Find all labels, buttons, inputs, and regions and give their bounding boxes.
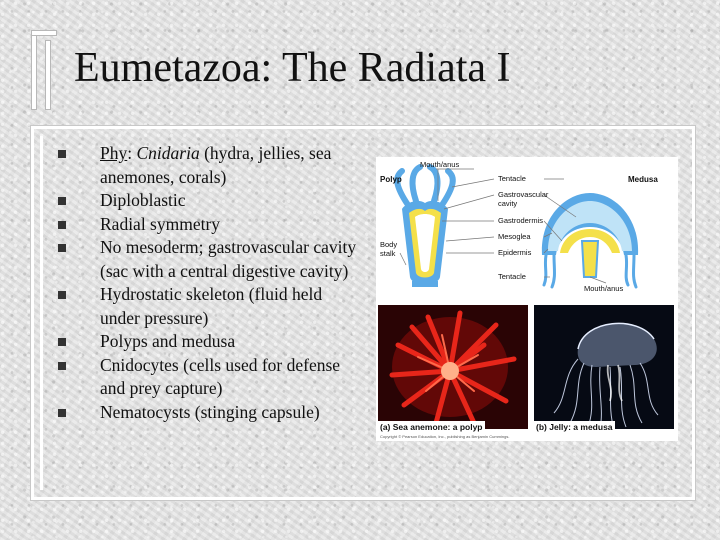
photo-background [534, 305, 674, 429]
bullet-text: (hydra, jellies, sea anemones, corals) [100, 143, 332, 187]
caption-sea-anemone: (a) Sea anemone: a polyp [380, 422, 483, 432]
bullet-text: Polyps and medusa [100, 331, 236, 351]
phylum-link[interactable]: Phy [100, 143, 128, 163]
label-mouth-anus-top: Mouth/anus [420, 160, 460, 169]
frame-decoration [45, 40, 51, 110]
frame-decoration [31, 30, 37, 110]
square-bullet-icon [58, 221, 66, 229]
square-bullet-icon [58, 291, 66, 299]
bullet-item [58, 213, 358, 237]
bullet-item [58, 330, 358, 354]
label-epidermis: Epidermis [498, 248, 532, 257]
bullet-item [58, 401, 358, 425]
label-body: Body [380, 240, 398, 249]
label-mouth-anus-bottom: Mouth/anus [584, 284, 624, 293]
bullet-item [58, 142, 358, 189]
bullet-text: Cnidocytes (cells used for defense and prey capture) [100, 354, 341, 398]
frame-decoration [31, 30, 57, 36]
label-gastrodermis: Gastrodermis [498, 216, 544, 225]
sea-anemone-image [378, 305, 528, 429]
jellyfish-photo [534, 305, 674, 429]
anemone-oral-disc [441, 362, 459, 380]
caption-jelly: (b) Jelly: a medusa [536, 422, 613, 432]
square-bullet-icon [58, 244, 66, 252]
bullet-text: Diploblastic [100, 190, 186, 210]
bullet-text: Radial symmetry [100, 213, 221, 234]
phylum-name: Cnidaria [136, 143, 200, 163]
label-tentacle-top: Tentacle [498, 174, 526, 183]
label-tentacle-bottom: Tentacle [498, 272, 526, 281]
label-cavity: cavity [498, 199, 518, 208]
bullet-item [58, 283, 358, 330]
square-bullet-icon [58, 197, 66, 205]
slide-title: Eumetazoa: The Radiata I [74, 45, 511, 91]
frame-decoration [40, 136, 53, 490]
medusa-manubrium [582, 241, 598, 277]
bullet-text: Nematocysts (stinging capsule) [100, 401, 320, 422]
square-bullet-icon [58, 409, 66, 417]
bullet-text: No mesoderm; gastrovascular cavity (sac with a central digestive cavity) [100, 237, 357, 281]
bullet-item [58, 354, 358, 401]
jellyfish-image [534, 305, 674, 429]
label-polyp: Polyp [380, 175, 402, 184]
cnidaria-figure [376, 157, 678, 441]
label-gastrovascular: Gastrovascular [498, 190, 549, 199]
bullet-item [58, 236, 358, 283]
copyright-notice: Copyright © Pearson Education, Inc., publishing as Benjamin Cummings. [380, 434, 510, 439]
sea-anemone-photo [378, 305, 528, 429]
bullet-text: : [127, 143, 137, 163]
polyp-medusa-diagram [376, 157, 678, 303]
bullet-item [58, 189, 358, 213]
polyp-stalk-base [412, 281, 438, 287]
bullet-list [58, 142, 358, 424]
square-bullet-icon [58, 338, 66, 346]
label-medusa: Medusa [628, 175, 658, 184]
label-stalk: stalk [380, 249, 396, 258]
bullet-text: Hydrostatic skeleton (fluid held under pressure) [100, 284, 323, 328]
square-bullet-icon [58, 362, 66, 370]
square-bullet-icon [58, 150, 66, 158]
label-mesoglea: Mesoglea [498, 232, 531, 241]
